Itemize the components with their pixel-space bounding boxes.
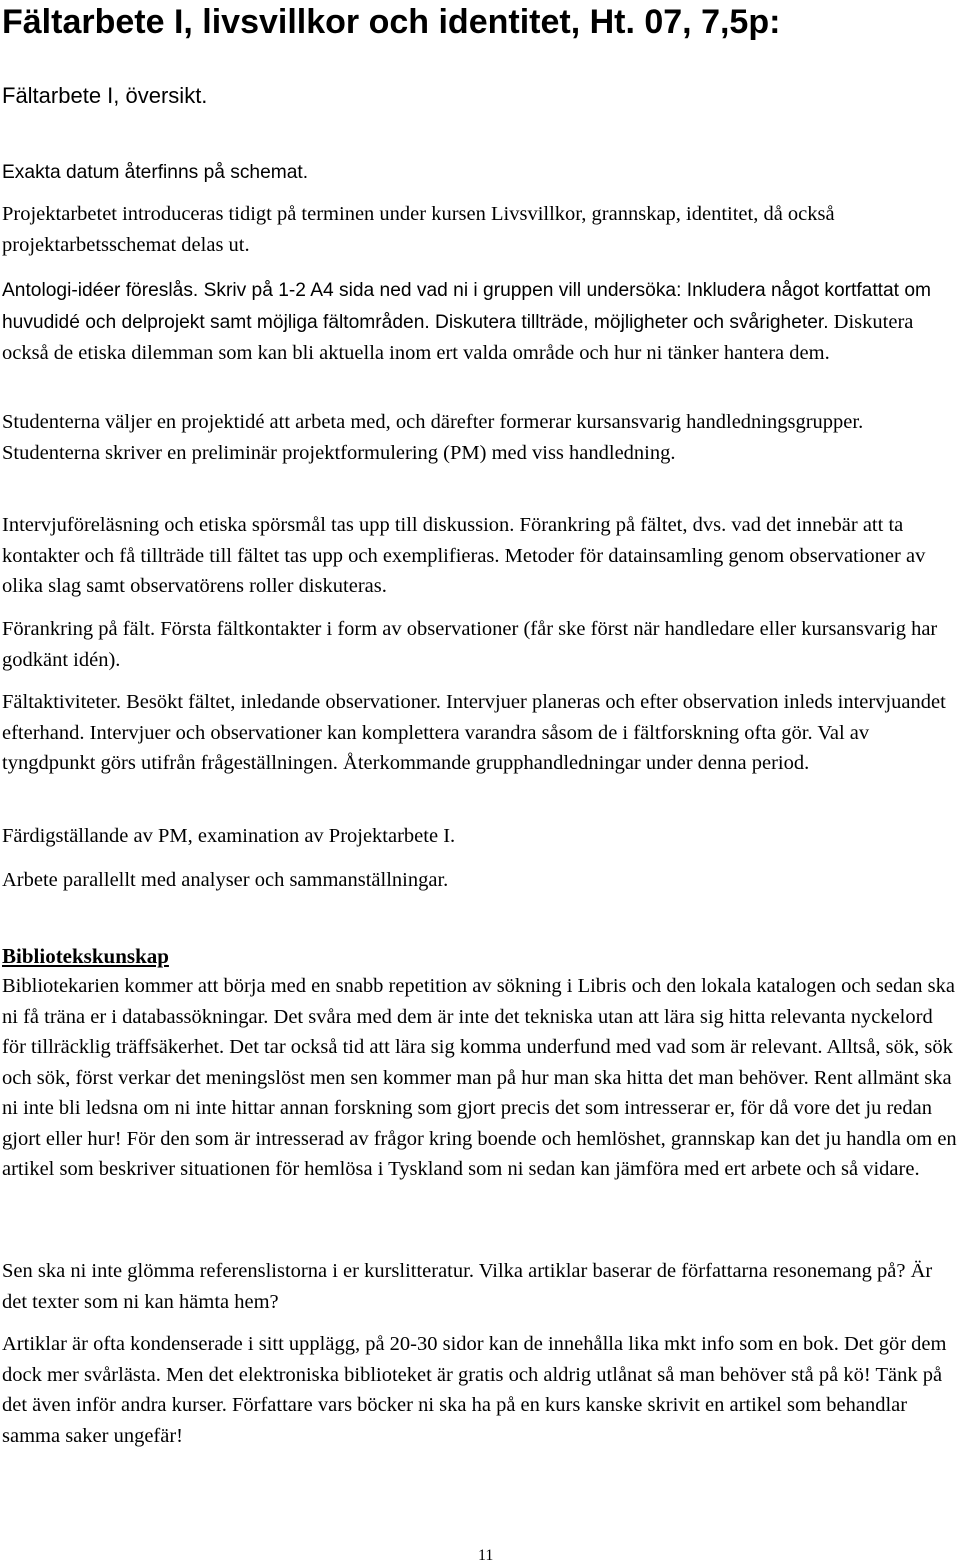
paragraph-forankring: Förankring på fält. Första fältkontakter i form av observationer (får ske först när handledare eller kursansvarig har godkänt idén).: [2, 618, 938, 671]
page-number: 11: [478, 1547, 494, 1564]
paragraph-faltaktiviteter: Fältaktiviteter. Besökt fältet, inledande observationer. Intervjuer planeras och efter observation inleds intervjuandet efterhand. Intervjuer och observationer kan komplettera varandra såsom de i fältforskning ofta gör. Val av tyngdpunkt görs utifrån frågeställningen. Återkommande grupphandledningar under denna period.: [2, 691, 946, 774]
library-paragraph-2: Sen ska ni inte glömma referenslistorna i er kurslitteratur. Vilka artiklar baserar de författarna resonemang på? Är det texter som ni kan hämta hem?: [2, 1260, 933, 1313]
antologi-paragraph: [2, 275, 957, 369]
antologi-sans-text: Antologi-idéer föreslås. Skriv på 1-2 A4 sida ned vad ni i gruppen vill undersöka: Inkludera något kortfattat om huvudidé och delprojekt samt möjliga fältområden. Diskutera tillträde, möjligheter och svårigheter.: [2, 280, 931, 333]
library-heading: Bibliotekskunskap: [2, 944, 169, 968]
paragraph-intervjuforelasning: Intervjuföreläsning och etiska spörsmål tas upp till diskussion. Förankring på fältet, dvs. vad det innebär att ta kontakter och få tillträde till fältet tas upp och exemplifieras. Metoder för datainsamling genom observationer av olika slag samt observatörens roller diskuteras.: [2, 514, 926, 597]
paragraph-arbete-parallellt: Arbete parallellt med analyser och sammanställningar.: [2, 869, 449, 891]
intro-paragraph: Projektarbetet introduceras tidigt på terminen under kursen Livsvillkor, grannskap, identitet, då också projektarbetsschemat delas ut.: [2, 203, 835, 256]
antologi-serif-text: Diskutera också de etiska dilemman som kan bli aktuella inom ert valda område och hur ni tänker hantera dem.: [2, 310, 914, 364]
paragraph-fardigstallande: Färdigställande av PM, examination av Projektarbete I.: [2, 825, 456, 847]
document-title: Fältarbete I, livsvillkor och identitet, Ht. 07, 7,5p:: [2, 3, 781, 41]
overview-subtitle: Fältarbete I, översikt.: [2, 83, 208, 108]
paragraph-projektide: Studenterna väljer en projektidé att arbeta med, och därefter formerar kursansvarig handledningsgrupper. Studenterna skriver en preliminär projektformulering (PM) med viss handledning.: [2, 411, 864, 464]
library-paragraph-1: Bibliotekarien kommer att börja med en snabb repetition av sökning i Libris och den lokala katalogen och sedan ska ni få träna er i databassökningar. Det svåra med dem är inte det tekniska utan att lära sig hitta relevanta nyckelord för tillräcklig träffsäkerhet. Det tar också tid att lära sig komma underfund med vad som är relevant. Alltså, sök, sök och sök, först verkar det meningslöst men sen kommer man på hur man ska hitta det man behöver. Rent allmänt ska ni inte bli ledsna om ni inte hittar annan forskning som gjort precis det som intresserar er, för då vore det ju redan gjort eller hur! För den som är intresserad av frågor kring boende och hemlöshet, grannskap kan det ju handla om en artikel som beskriver situationen för hemlösa i Tyskland som ni sedan kan jämföra med ert arbete och så vidare.: [2, 975, 957, 1180]
schedule-note: Exakta datum återfinns på schemat.: [2, 162, 309, 183]
library-paragraph-3: Artiklar är ofta kondenserade i sitt upplägg, på 20-30 sidor kan de innehålla lika mkt info som en bok. Det gör dem dock mer svårlästa. Men det elektroniska biblioteket är gratis och aldrig utlånat så man behöver stå på kö! Tänk på det även inför andra kurser. Författare vars böcker ni ska ha på en kurs kanske skrivit en artikel som behandlar samma saker ungefär!: [2, 1333, 947, 1447]
